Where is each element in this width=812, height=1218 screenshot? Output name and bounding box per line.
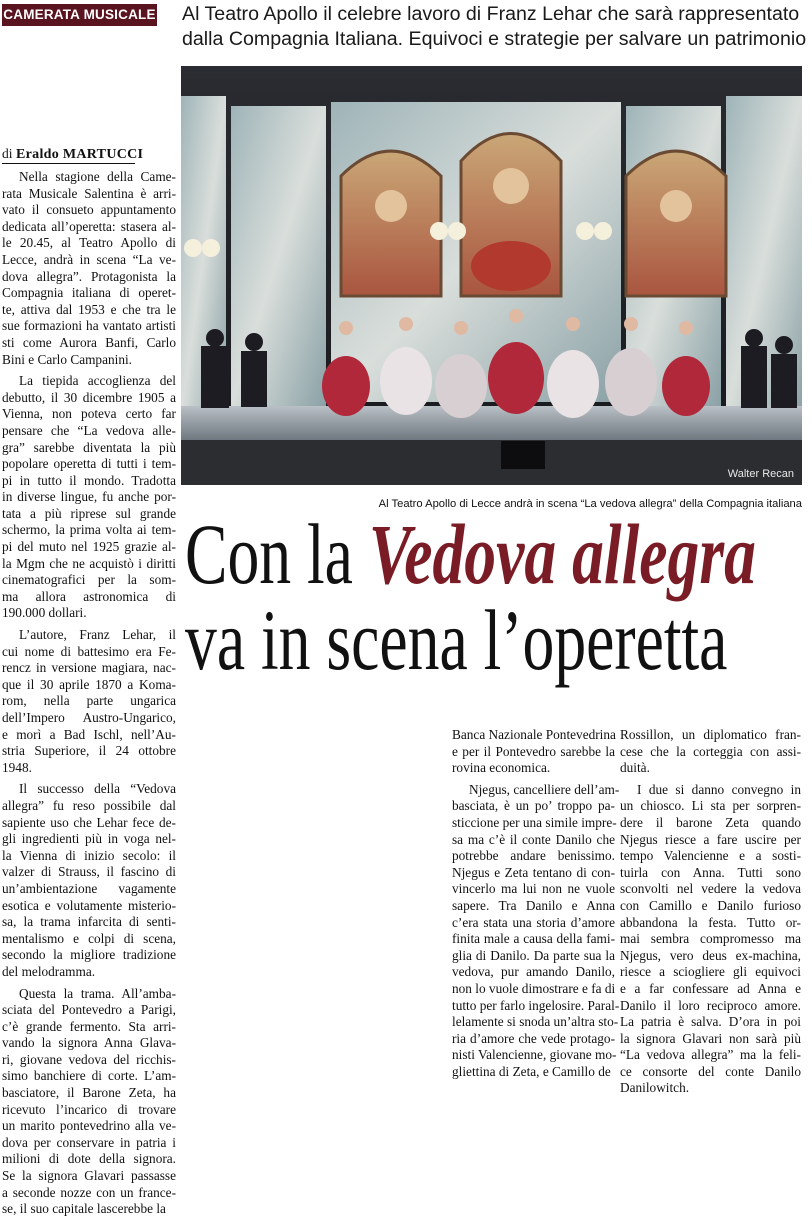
text-line: ria d’amore che vede protago- <box>452 1030 615 1046</box>
photo-credit: Walter Recan <box>727 468 794 480</box>
text-line: glia di Danilo. Da parte sua la <box>452 947 615 963</box>
headline <box>185 506 756 688</box>
section-tag: CAMERATA MUSICALE <box>2 4 157 26</box>
text-line: un chiosco. Li sta per sorpren- <box>620 798 801 814</box>
text-line: dova allegra”. Protagonista la <box>2 268 176 284</box>
text-line: Il successo della “Vedova <box>19 781 176 797</box>
text-line: non lo vuole dimostrare e fa di <box>452 980 616 996</box>
text-line: Bini e Carlo Campanini. <box>2 351 132 367</box>
text-line: allegra” fu reso possibile dal <box>2 797 176 813</box>
text-line: con Camillo e Danilo furioso <box>620 897 801 913</box>
text-line: esotica e volutamente misterio- <box>2 897 176 913</box>
text-line: mai sembra compromesso ma <box>620 931 801 947</box>
text-line: basciatore, il Barone Zeta, ha <box>2 1085 176 1101</box>
subheadline-line: Al Teatro Apollo il celebre lavoro di Franz Lehar che sarà rappresentato <box>182 3 800 25</box>
article-paragraph <box>452 727 615 777</box>
text-line: e a far confessare ad Anna e <box>620 980 801 996</box>
text-line: la signora Glavari non sarà più <box>620 1030 801 1046</box>
text-line: basciata, è un po’ troppo pa- <box>452 798 615 814</box>
text-line: vato il consueto appuntamento <box>2 202 176 218</box>
text-line: lelamente si snoda un’altra sto- <box>452 1014 619 1030</box>
text-line: Njegus, vero deus ex-machina, <box>620 947 801 963</box>
text-line: Nella stagione della Came- <box>19 169 176 184</box>
text-line: le 20.45, al Teatro Apollo di <box>2 235 176 251</box>
article-paragraph <box>2 627 176 776</box>
text-line: “La vedova allegra” ma la feli- <box>620 1047 801 1063</box>
text-line: pi del muto nel 1925 grazie al- <box>2 539 176 555</box>
text-line: sue formazioni ha vantato artisti <box>2 318 176 334</box>
article-column-1 <box>2 169 176 1218</box>
text-line: cese che la corteggia con assi- <box>620 743 801 759</box>
text-line: valzer di Strauss, il fascino di <box>2 864 176 880</box>
text-line: La patria è salva. D’ora in poi <box>620 1014 801 1030</box>
stage-illustration <box>181 66 802 485</box>
article-paragraph <box>2 169 176 368</box>
text-line: ricevuto l’incarico di trovare <box>2 1101 176 1117</box>
photo-caption: Al Teatro Apollo di Lecce andrà in scena “La vedova allegra” della Compagnia italiana <box>378 498 802 510</box>
text-line: Njegus, cancelliere dell’am- <box>469 781 620 797</box>
text-line: sticcione per una simile impre- <box>452 814 617 830</box>
text-line: e per il Pontevedro sarebbe la <box>452 743 615 759</box>
text-line: sapiente uso che Lehar fece de- <box>2 814 176 830</box>
text-line: popolare operetta di tutti i tem- <box>2 456 176 472</box>
headline-accent: Vedova allegra <box>368 506 756 602</box>
text-line: 1948. <box>2 759 32 775</box>
text-line: riesce a sciogliere gli equivoci <box>620 964 801 980</box>
text-line: cui nome di battesimo era Fe- <box>2 643 176 659</box>
text-line: in diverse lingue, fu anche por- <box>2 489 176 505</box>
text-line: debutto, il 30 dicembre 1905 a <box>2 389 176 405</box>
text-line: sa, la trama infarcita di senti- <box>2 914 176 930</box>
text-line: e morì a Bad Ischl, nell’Au- <box>2 726 176 742</box>
text-line: milioni di dote della signora. <box>2 1151 176 1167</box>
text-line: duità. <box>620 760 650 776</box>
text-line: del melodramma. <box>2 963 96 979</box>
text-line: ri, giovane vedova del ricchis- <box>2 1051 176 1067</box>
article-paragraph <box>452 781 620 1081</box>
text-line: sa ma c’è il conte Danilo che <box>452 831 615 847</box>
text-line: vincerlo ma lui non ne vuole <box>452 881 615 897</box>
headline-line-1 <box>185 506 756 602</box>
text-line: nisti Valencienne, giovane mo- <box>452 1047 617 1063</box>
text-line: potrebbe andare benissimo. <box>452 848 615 864</box>
byline-author: Eraldo MARTUCCI <box>16 147 144 162</box>
text-line: a seconde nozze con un france- <box>2 1184 176 1200</box>
text-line: L’autore, Franz Lehar, il <box>19 627 176 643</box>
text-line: Njegus e Zeta tentano di con- <box>452 864 615 880</box>
text-line: dell’Impero Austro-Ungarico, <box>2 710 176 725</box>
byline-prefix: di <box>2 146 13 161</box>
text-line: La tiepida accoglienza del <box>19 373 176 389</box>
article-paragraph <box>2 986 176 1218</box>
text-line: abbandona la festa. Tutto or- <box>620 914 801 930</box>
subheadline <box>182 2 808 52</box>
text-line: ma allora astronomica di <box>2 588 176 604</box>
text-line: c’è grande fermento. Sta arri- <box>2 1018 176 1034</box>
text-line: pensare che “La vedova alle- <box>2 422 176 438</box>
text-line: ce consorte del conte Danilo <box>620 1063 801 1079</box>
stage-photo <box>181 66 802 485</box>
article-paragraph <box>2 781 176 980</box>
text-line: sconvolti nel vedere la vedova <box>620 881 801 897</box>
text-line: gliettina di Zeta, e Camillo de <box>452 1063 611 1079</box>
article-column-3 <box>620 727 801 1097</box>
text-line: rom, nella parte ungarica <box>2 693 176 709</box>
text-line: rencz in versione magiara, nac- <box>2 660 176 676</box>
text-line: Vienna, non poteva certo far <box>2 406 176 422</box>
text-line: vando la signora Anna Glava- <box>2 1035 176 1051</box>
text-line: mentalismo e colpi di scena, <box>2 930 176 946</box>
text-line: Danilo il loro reciproco amore. <box>620 997 801 1013</box>
text-line: pi in tutto il mondo. Tradotta <box>2 472 176 488</box>
text-line: se, il suo capitale lascerebbe la <box>2 1201 166 1217</box>
text-line: Questa la trama. All’amba- <box>19 985 176 1001</box>
text-line: stria Superiore, il 24 ottobre <box>2 743 176 759</box>
text-line: Banca Nazionale Pontevedrina <box>452 727 616 742</box>
text-line: gli ingredienti più in voga nel- <box>2 831 176 847</box>
text-line: Compagnia italiana di operet- <box>2 285 176 301</box>
text-line: simo banchiere di corte. L’am- <box>2 1068 176 1084</box>
text-line: la Vienna di inizio secolo: il <box>2 847 176 863</box>
text-line: I due si danno convegno in <box>637 781 801 797</box>
text-line: sti come Aurora Banfi, Carlo <box>2 334 176 350</box>
text-line: la Mgm che ne acquistò i diritti <box>2 555 176 571</box>
headline-plain: Con la <box>185 506 369 602</box>
text-line: tutto per farlo ingelosire. Paral- <box>452 997 620 1013</box>
text-line: vedova, pur amando Danilo, <box>452 964 615 980</box>
text-line: Se la signora Glavari passasse <box>2 1168 176 1184</box>
text-line: Danilowitch. <box>620 1080 690 1096</box>
text-line: 190.000 dollari. <box>2 605 87 621</box>
subheadline-line: dalla Compagnia Italiana. Equivoci e strategie per salvare un patrimonio <box>182 28 807 50</box>
article-paragraph <box>620 782 801 1097</box>
text-line: un’ambientazione vagamente <box>2 880 176 896</box>
text-line: cinematografici per la som- <box>2 572 176 588</box>
text-line: dedicata all’operetta: stasera al- <box>2 218 176 234</box>
text-line: finita male a causa della fami- <box>452 931 615 947</box>
text-line: sapere. Tra Danilo e Anna <box>452 897 615 913</box>
text-line: tata a più riprese sul grande <box>2 505 176 521</box>
article-paragraph <box>620 727 801 777</box>
headline-line-2: va in scena l’operetta <box>185 592 728 688</box>
text-line: Lecce, andrà in scena “La ve- <box>2 251 176 267</box>
text-line: secondo la migliore tradizione <box>2 947 176 963</box>
text-line: rovina economica. <box>452 760 551 776</box>
text-line: schermo, la prima volta ai tem- <box>2 522 176 538</box>
byline <box>2 145 144 164</box>
text-line: que il 30 aprile 1870 a Koma- <box>2 676 176 692</box>
text-line: tempo Valencienne e a sosti- <box>620 848 801 864</box>
text-line: gra” sarebbe diventata la più <box>2 439 176 455</box>
text-line: dere il barone Zeta quando <box>620 814 801 830</box>
text-line: dova per conservare in patria i <box>2 1134 176 1150</box>
text-line: un marito pontevedrino alla ve- <box>2 1118 176 1134</box>
text-line: c’era stata una storia d’amore <box>452 914 615 930</box>
text-line: sciata del Pontevedro a Parigi, <box>2 1002 176 1018</box>
article-paragraph <box>2 373 176 622</box>
text-line: rata Musicale Salentina è arri- <box>2 185 176 201</box>
article-column-2 <box>452 727 620 1080</box>
text-line: te, attiva dal 1953 e che tra le <box>2 301 176 317</box>
text-line: tuirla con Anna. Tutti sono <box>620 864 801 880</box>
text-line: Rossillon, un diplomatico fran- <box>620 727 801 742</box>
text-line: Njegus riesce a fare uscire per <box>620 831 801 847</box>
